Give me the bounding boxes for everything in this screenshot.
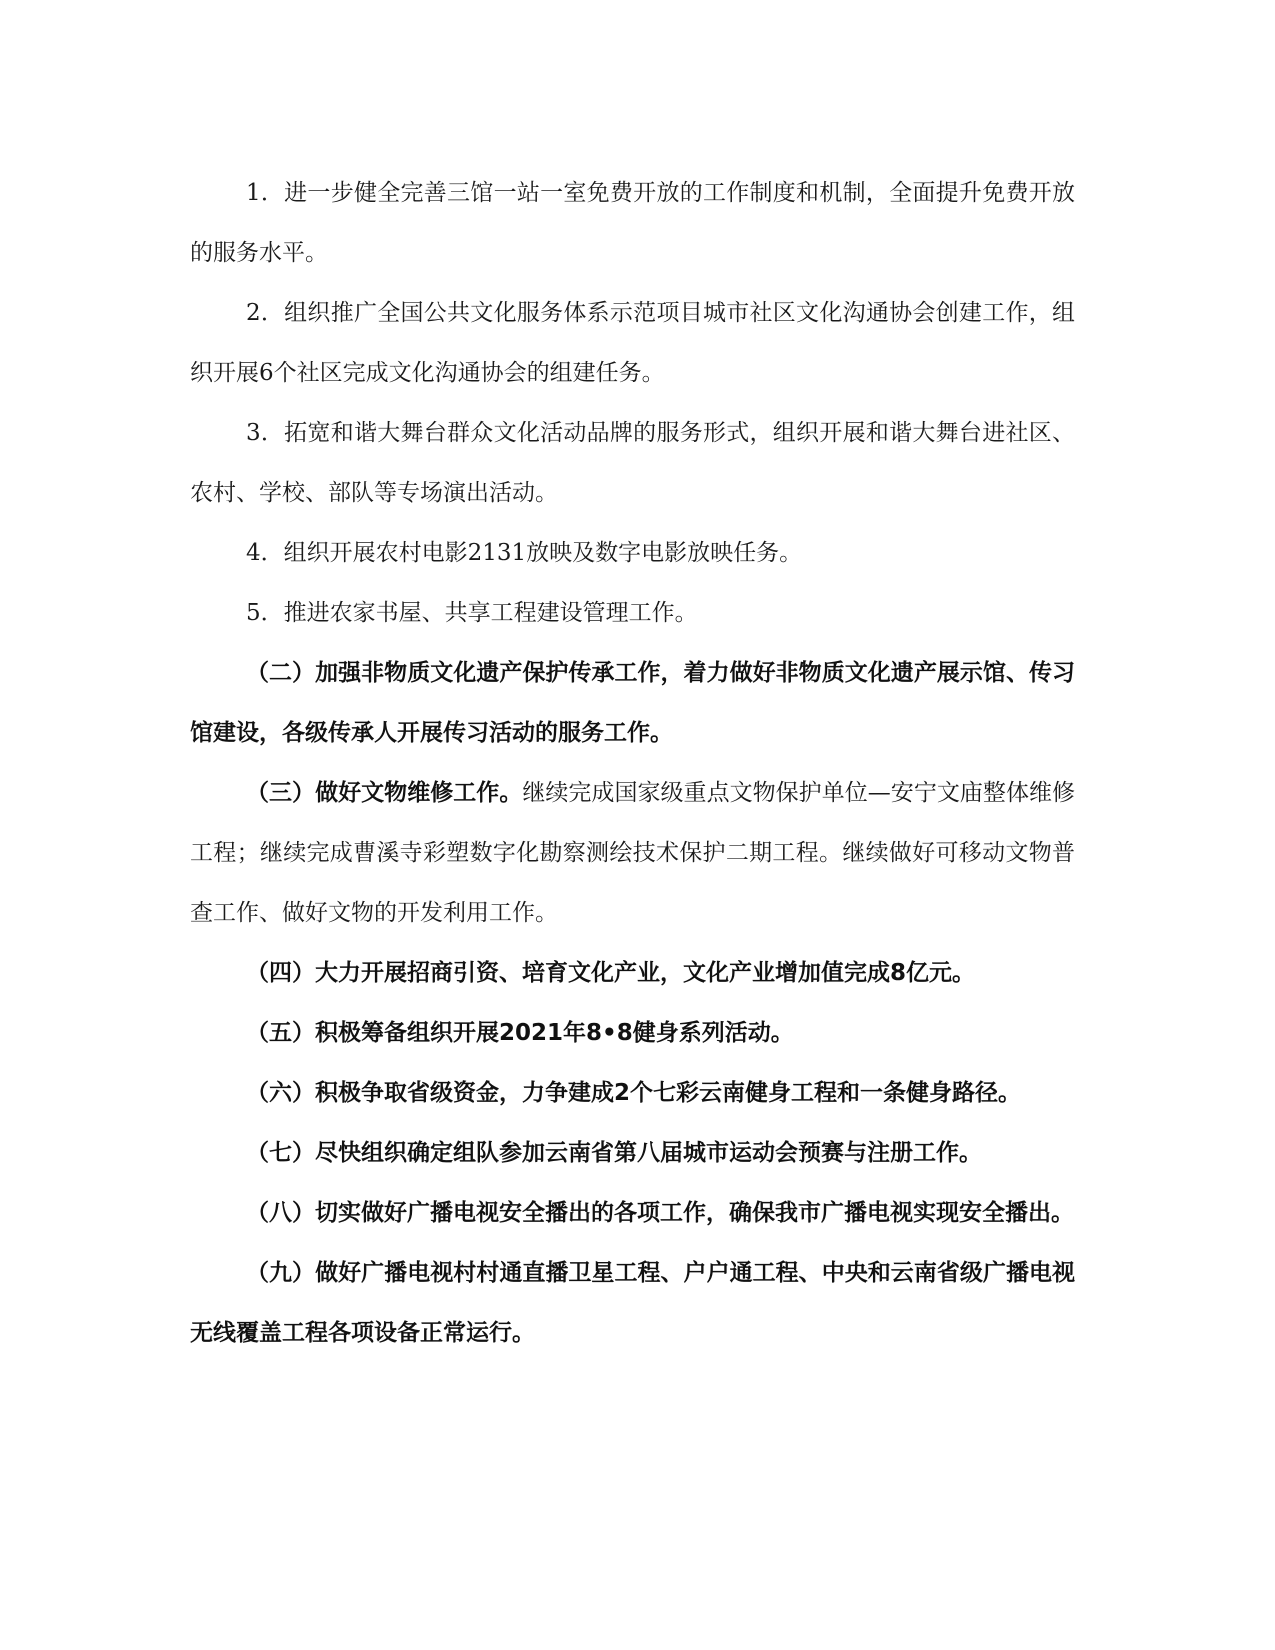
section-seven-paragraph: （七）尽快组织确定组队参加云南省第八届城市运动会预赛与注册工作。 bbox=[246, 1140, 982, 1166]
section-four-paragraph: （四）大力开展招商引资、培育文化产业，文化产业增加值完成8亿元。 bbox=[246, 960, 976, 986]
paragraph-item-5: 5．推进农家书屋、共享工程建设管理工作。 bbox=[246, 600, 698, 626]
section-three-text: 继续完成国家级重点文物保护单位—安宁文庙整体维修工程；继续完成曹溪寺彩塑数字化勘察测绘技术保护二期工程。继续做好可移动文物普查工作、做好文物的开发利用工作。 bbox=[190, 780, 1076, 926]
section-nine-paragraph: （九）做好广播电视村村通直播卫星工程、户户通工程、中央和云南省级广播电视无线覆盖工程各项设备正常运行。 bbox=[190, 1260, 1075, 1346]
section-two-paragraph: （二）加强非物质文化遗产保护传承工作，着力做好非物质文化遗产展示馆、传习馆建设，各级传承人开展传习活动的服务工作。 bbox=[190, 660, 1075, 746]
section-five-paragraph: （五）积极筹备组织开展2021年8•8健身系列活动。 bbox=[246, 1020, 794, 1046]
document-body bbox=[190, 163, 1075, 1363]
section-six-paragraph: （六）积极争取省级资金，力争建成2个七彩云南健身工程和一条健身路径。 bbox=[246, 1080, 1022, 1106]
paragraph-item-4: 4．组织开展农村电影2131放映及数字电影放映任务。 bbox=[246, 540, 803, 566]
section-three-heading: （三）做好文物维修工作。 bbox=[246, 780, 523, 806]
paragraph-item-2: 2．组织推广全国公共文化服务体系示范项目城市社区文化沟通协会创建工作，组织开展6个社区完成文化沟通协会的组建任务。 bbox=[190, 300, 1075, 386]
section-eight-paragraph: （八）切实做好广播电视安全播出的各项工作，确保我市广播电视实现安全播出。 bbox=[246, 1200, 1074, 1226]
paragraph-item-3: 3．拓宽和谐大舞台群众文化活动品牌的服务形式，组织开展和谐大舞台进社区、农村、学校、部队等专场演出活动。 bbox=[190, 420, 1075, 506]
paragraph-item-1: 1．进一步健全完善三馆一站一室免费开放的工作制度和机制，全面提升免费开放的服务水平。 bbox=[190, 180, 1075, 266]
section-three-paragraph bbox=[190, 763, 1075, 943]
